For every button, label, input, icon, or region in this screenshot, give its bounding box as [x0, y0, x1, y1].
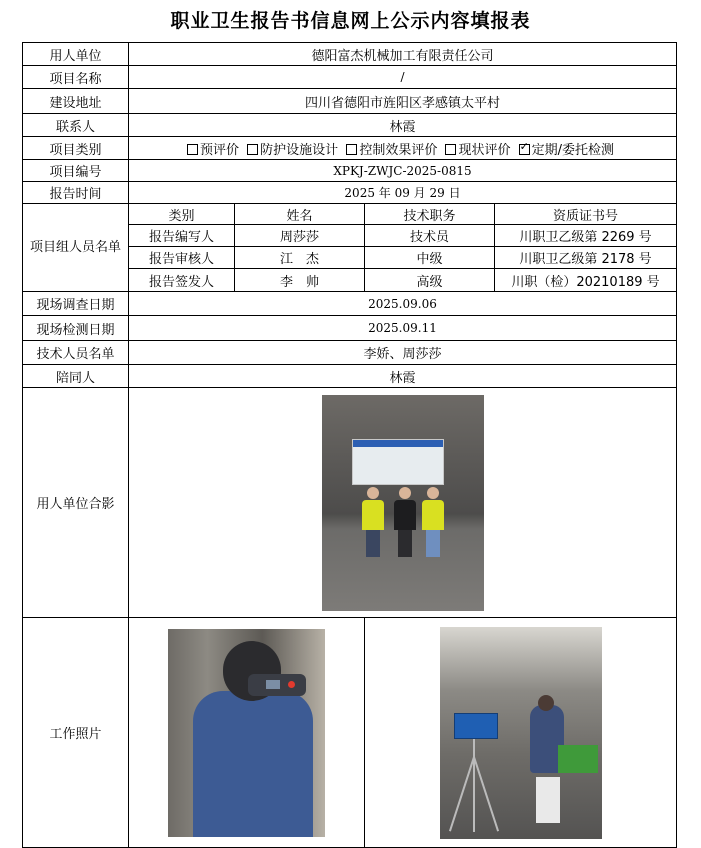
team-header-row: [23, 204, 677, 225]
team-name: 李 帅: [235, 269, 365, 292]
team-cert: 川职卫乙级第 2178 号: [495, 247, 677, 269]
option-pre-evaluation[interactable]: 预评价: [187, 143, 239, 158]
notice-board: [352, 439, 444, 485]
checkbox-checked-icon: [519, 144, 530, 155]
label-address: 建设地址: [23, 89, 129, 114]
checkbox-icon: [346, 144, 357, 155]
work-photo-sampling: [440, 627, 602, 839]
team-title: 高级: [365, 269, 495, 292]
form-title: 职业卫生报告书信息网上公示内容填报表: [170, 10, 531, 32]
team-title: 中级: [365, 247, 495, 269]
person: [394, 487, 416, 557]
label-escort: 陪同人: [23, 365, 129, 388]
label-project-no: 项目编号: [23, 160, 129, 182]
value-escort: 林霞: [129, 365, 677, 388]
team-cert: 川职卫乙级第 2269 号: [495, 225, 677, 247]
row-survey-date: [23, 292, 677, 316]
row-report-date: [23, 182, 677, 204]
value-project-name: /: [129, 66, 677, 89]
label-report-date: 报告时间: [23, 182, 129, 204]
team-col-cert: 资质证书号: [495, 204, 677, 225]
team-title: 技术员: [365, 225, 495, 247]
info-form-table: [22, 42, 677, 848]
checkbox-icon: [187, 144, 198, 155]
row-escort: [23, 365, 677, 388]
person: [422, 487, 444, 557]
row-group-photo: [23, 388, 677, 618]
label-category: 项目类别: [23, 137, 129, 160]
value-report-date: 2025 年 09 月 29 日: [129, 182, 677, 204]
value-employer: 德阳富杰机械加工有限责任公司: [129, 43, 677, 66]
value-address: 四川省德阳市旌阳区孝感镇太平村: [129, 89, 677, 114]
row-contact: [23, 114, 677, 137]
team-name: 周莎莎: [235, 225, 365, 247]
team-name: 江 杰: [235, 247, 365, 269]
sampling-instrument: [454, 713, 498, 739]
row-employer: [23, 43, 677, 66]
row-project-name: [23, 66, 677, 89]
team-col-role: 类别: [129, 204, 235, 225]
label-employer: 用人单位: [23, 43, 129, 66]
value-test-date: 2025.09.11: [129, 316, 677, 341]
group-photo-cell: [129, 388, 677, 618]
team-role: 报告编写人: [129, 225, 235, 247]
option-periodic-testing[interactable]: ✓ 定期/委托检测: [519, 143, 614, 158]
category-options: [129, 137, 677, 160]
group-photo: [322, 395, 484, 611]
label-team: 项目组人员名单: [23, 204, 129, 292]
label-test-date: 现场检测日期: [23, 316, 129, 341]
label-group-photo: 用人单位合影: [23, 388, 129, 618]
row-work-photos: [23, 618, 677, 848]
work-photo-measuring: [168, 629, 325, 837]
row-technicians: [23, 341, 677, 365]
row-test-date: [23, 316, 677, 341]
work-photo-cell: [365, 618, 677, 848]
row-address: [23, 89, 677, 114]
label-project-name: 项目名称: [23, 66, 129, 89]
option-status-evaluation[interactable]: 现状评价: [445, 143, 510, 158]
value-contact: 林霞: [129, 114, 677, 137]
option-protection-design[interactable]: 防护设施设计: [247, 143, 338, 158]
label-technicians: 技术人员名单: [23, 341, 129, 365]
label-survey-date: 现场调查日期: [23, 292, 129, 316]
checkbox-icon: [247, 144, 258, 155]
value-project-no: XPKJ-ZWJC-2025-0815: [129, 160, 677, 182]
value-technicians: 李娇、周莎莎: [129, 341, 677, 365]
team-col-title: 技术职务: [365, 204, 495, 225]
team-role: 报告签发人: [129, 269, 235, 292]
label-work-photos: 工作照片: [23, 618, 129, 848]
label-contact: 联系人: [23, 114, 129, 137]
person: [362, 487, 384, 557]
row-project-no: [23, 160, 677, 182]
meter-device: [248, 674, 306, 696]
team-col-name: 姓名: [235, 204, 365, 225]
work-photo-cell: [129, 618, 365, 848]
team-cert: 川职（检）20210189 号: [495, 269, 677, 292]
checkbox-icon: [445, 144, 456, 155]
team-role: 报告审核人: [129, 247, 235, 269]
value-survey-date: 2025.09.06: [129, 292, 677, 316]
row-category: [23, 137, 677, 160]
option-control-evaluation[interactable]: 控制效果评价: [346, 143, 437, 158]
